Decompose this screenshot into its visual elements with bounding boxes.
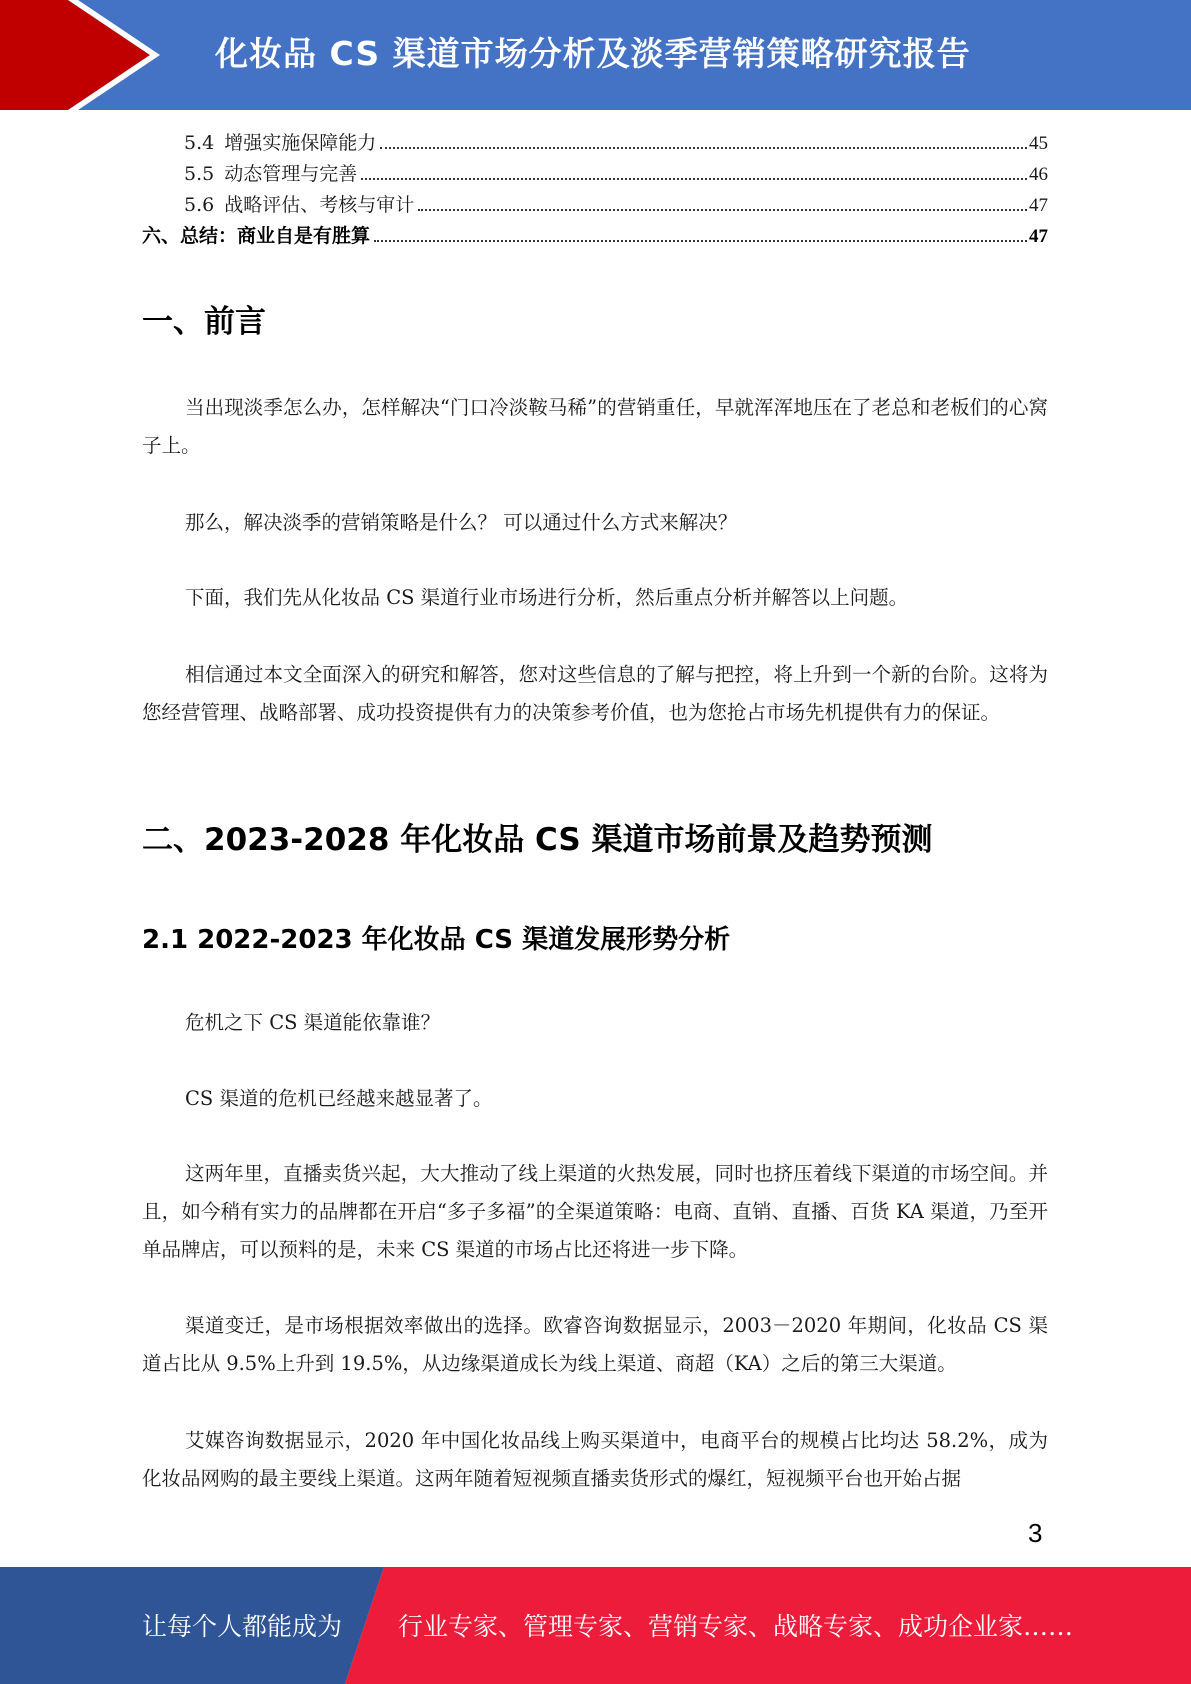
footer-slogan-right: 行业专家、管理专家、营销专家、战略专家、成功企业家…… — [398, 1612, 1074, 1641]
toc-entry-number: 5.4 — [184, 132, 215, 154]
toc-entry-chapter[interactable] — [142, 221, 1048, 252]
toc-entry-number: 5.5 — [184, 163, 215, 185]
toc-dot-leader — [361, 178, 1027, 180]
subsection-heading: 2.1 2022-2023 年化妆品 CS 渠道发展形势分析 — [142, 925, 731, 955]
table-of-contents — [142, 128, 1048, 252]
body-paragraph: 渠道变迁，是市场根据效率做出的选择。欧睿咨询数据显示，2003－2020 年期间，化妆品 CS 渠道占比从 9.5%上升到 19.5%，从边缘渠道成长为线上渠道、商超（KA）之后的第三大渠道。 — [142, 1314, 1048, 1375]
body-paragraph: 危机之下 CS 渠道能依靠谁？ — [185, 1011, 441, 1034]
toc-entry-label: 增强实施保障能力 — [224, 132, 377, 154]
section-heading-outlook: 二、2023-2028 年化妆品 CS 渠道市场前景及趋势预测 — [142, 822, 933, 858]
body-paragraph: 这两年里，直播卖货兴起，大大推动了线上渠道的火热发展，同时也挤压着线下渠道的市场空间。并且，如今稍有实力的品牌都在开启“多子多福”的全渠道策略：电商、直销、直播、百货 KA 渠道，乃至开单品牌店，可以预料的是，未来 CS 渠道的市场占比还将进一步下降。 — [142, 1162, 1048, 1261]
body-paragraph: 相信通过本文全面深入的研究和解答，您对这些信息的了解与把控，将上升到一个新的台阶。这将为您经营管理、战略部署、成功投资提供有力的决策参考价值，也为您抢占市场先机提供有力的保证。 — [142, 663, 1048, 724]
toc-entry[interactable] — [142, 159, 1048, 190]
footer-banner — [0, 1567, 1191, 1684]
report-title: 化妆品 CS 渠道市场分析及淡季营销策略研究报告 — [215, 34, 971, 73]
section-heading-preface: 一、前言 — [142, 304, 266, 340]
toc-entry-page: 46 — [1029, 164, 1048, 185]
body-paragraph: 艾媒咨询数据显示，2020 年中国化妆品线上购买渠道中，电商平台的规模占比均达 58.2%，成为化妆品网购的最主要线上渠道。这两年随着短视频直播卖货形式的爆红，短视频平台也开始占据 — [142, 1429, 1048, 1490]
toc-entry-page: 47 — [1029, 195, 1048, 216]
toc-entry[interactable] — [142, 190, 1048, 221]
toc-entry[interactable] — [142, 128, 1048, 159]
toc-dot-leader — [418, 209, 1027, 211]
toc-entry-label: 战略评估、考核与审计 — [224, 194, 415, 216]
toc-entry-number: 5.6 — [184, 194, 215, 216]
body-paragraph: 当出现淡季怎么办，怎样解决“门口冷淡鞍马稀”的营销重任，早就浑浑地压在了老总和老板们的心窝子上。 — [142, 396, 1048, 457]
header-banner — [0, 0, 1191, 110]
toc-dot-leader — [380, 147, 1027, 149]
toc-entry-page: 45 — [1029, 133, 1048, 154]
page-number: 3 — [1028, 1518, 1043, 1548]
body-paragraph: CS 渠道的危机已经越来越显著了。 — [185, 1087, 493, 1110]
toc-dot-leader — [374, 240, 1027, 242]
toc-entry-label: 动态管理与完善 — [224, 163, 358, 185]
body-paragraph: 那么，解决淡季的营销策略是什么？ 可以通过什么方式来解决？ — [185, 511, 738, 534]
toc-entry-page: 47 — [1029, 226, 1048, 247]
footer-slogan-left: 让每个人都能成为 — [142, 1612, 343, 1641]
toc-entry-label: 六、总结：商业自是有胜算 — [142, 225, 371, 247]
body-paragraph: 下面，我们先从化妆品 CS 渠道行业市场进行分析，然后重点分析并解答以上问题。 — [185, 586, 909, 609]
